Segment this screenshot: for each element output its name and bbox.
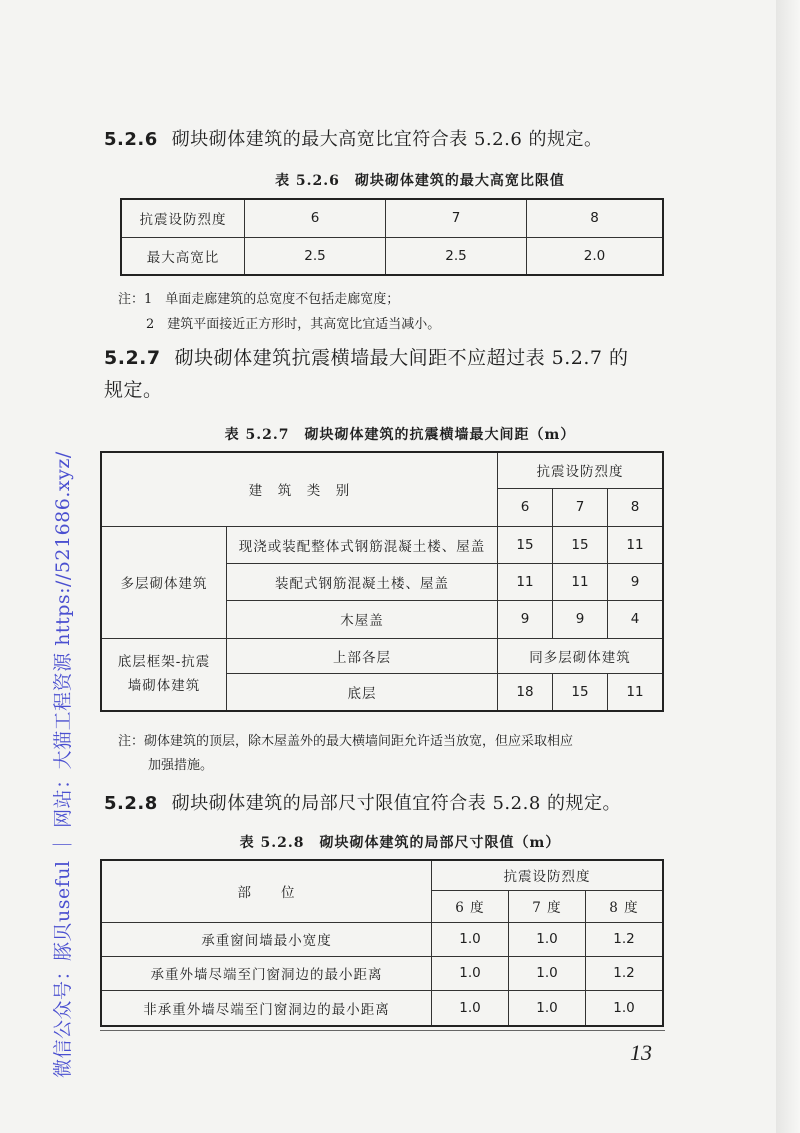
table-cell: 11: [608, 673, 664, 711]
table-cell: 15: [553, 526, 608, 563]
table-cell: 上部各层: [227, 638, 498, 673]
table-cell: 18: [498, 673, 553, 711]
table-cell: 抗震设防烈度: [121, 199, 245, 237]
group-label: 底层框架-抗震墙砌体建筑: [101, 638, 227, 711]
table-5-2-6-note-2: 2 建筑平面接近正方形时，其高宽比宜适当减小。: [146, 317, 441, 332]
table-cell: 8 度: [586, 890, 664, 922]
table-cell: 15: [498, 526, 553, 563]
table-cell: 7 度: [509, 890, 586, 922]
table-cell: 9: [498, 600, 553, 638]
table-5-2-6-note-1: 注：1 单面走廊建筑的总宽度不包括走廊宽度；: [118, 292, 400, 307]
section-number: 5.2.8: [104, 793, 158, 814]
table-row: [101, 922, 663, 956]
table-cell: 1.0: [432, 922, 509, 956]
section-number: 5.2.7: [104, 347, 161, 369]
table-cell: 2.5: [245, 237, 386, 275]
section-5-2-8-heading: [104, 788, 704, 820]
side-watermark: 微信公众号：豚贝useful ｜ 网站：大猫工程资源 https://521686.xyz/: [52, 451, 74, 1078]
section-text: 砌块砌体建筑的局部尺寸限值宜符合表 5.2.8 的规定。: [171, 793, 621, 814]
table-cell: 2.5: [386, 237, 527, 275]
section-number: 5.2.6: [104, 129, 158, 150]
table-cell: 1.0: [432, 956, 509, 990]
table-5-2-8: [100, 859, 664, 1027]
table-cell: 7: [553, 488, 608, 526]
table-row: [101, 638, 663, 673]
page-number: 13: [630, 1040, 652, 1065]
table-cell: 6: [245, 199, 386, 237]
table-cell: 9: [553, 600, 608, 638]
table-cell: 现浇或装配整体式钢筋混凝土楼、屋盖: [227, 526, 498, 563]
table-cell: 1.0: [509, 956, 586, 990]
note-line: 注：砌体建筑的顶层，除木屋盖外的最大横墙间距允许适当放宽，但应采取相应: [118, 734, 574, 749]
header-part: 部 位: [101, 860, 432, 922]
table-cell: 6: [498, 488, 553, 526]
table-cell: 木屋盖: [227, 600, 498, 638]
table-row: [101, 990, 663, 1026]
table-cell: 1.2: [586, 922, 664, 956]
table-cell: 1.0: [509, 922, 586, 956]
section-text: 砌块砌体建筑的最大高宽比宜符合表 5.2.6 的规定。: [171, 129, 603, 150]
table-cell: 11: [608, 526, 664, 563]
table-cell: 非承重外墙尽端至门窗洞边的最小距离: [101, 990, 432, 1026]
table-cell: 2.0: [527, 237, 664, 275]
note-line: 加强措施。: [148, 758, 214, 773]
table-5-2-7-caption: 表 5.2.7 砌块砌体建筑的抗震横墙最大间距（m）: [224, 427, 576, 443]
section-5-2-7-heading: [104, 342, 704, 406]
table-cell: 8: [608, 488, 664, 526]
table-row: [121, 237, 663, 275]
table-5-2-7-note: [118, 730, 678, 778]
table-cell: 承重窗间墙最小宽度: [101, 922, 432, 956]
table-cell: 底层: [227, 673, 498, 711]
table-cell: 11: [498, 563, 553, 600]
table-5-2-8-caption: 表 5.2.8 砌块砌体建筑的局部尺寸限值（m）: [239, 835, 561, 851]
table-cell: 11: [553, 563, 608, 600]
table-cell: 9: [608, 563, 664, 600]
table-cell: 1.0: [509, 990, 586, 1026]
table-row: [101, 860, 663, 890]
table-cell: 6 度: [432, 890, 509, 922]
table-cell-merged: 同多层砌体建筑: [498, 638, 664, 673]
table-cell: 4: [608, 600, 664, 638]
table-row: [101, 526, 663, 563]
section-text: 砌块砌体建筑抗震横墙最大间距不应超过表 5.2.7 的: [174, 347, 629, 369]
table-cell: 7: [386, 199, 527, 237]
table-row: [101, 956, 663, 990]
bottom-divider: [100, 1030, 665, 1031]
table-5-2-6: [120, 198, 664, 276]
section-5-2-6-heading: [104, 124, 704, 156]
header-intensity: 抗震设防烈度: [498, 452, 664, 488]
table-cell: 15: [553, 673, 608, 711]
header-category: 建 筑 类 别: [101, 452, 498, 526]
table-cell: 1.0: [586, 990, 664, 1026]
table-cell: 1.0: [432, 990, 509, 1026]
table-5-2-6-caption: 表 5.2.6 砌块砌体建筑的最大高宽比限值: [275, 173, 565, 189]
section-text-cont: 规定。: [104, 379, 163, 401]
group-label: 多层砌体建筑: [101, 526, 227, 638]
table-row: [121, 199, 663, 237]
table-cell: 最大高宽比: [121, 237, 245, 275]
table-cell: 承重外墙尽端至门窗洞边的最小距离: [101, 956, 432, 990]
table-cell: 装配式钢筋混凝土楼、屋盖: [227, 563, 498, 600]
table-5-2-7: [100, 451, 664, 712]
table-cell: 1.2: [586, 956, 664, 990]
table-row: [101, 452, 663, 488]
header-intensity: 抗震设防烈度: [432, 860, 664, 890]
table-cell: 8: [527, 199, 664, 237]
